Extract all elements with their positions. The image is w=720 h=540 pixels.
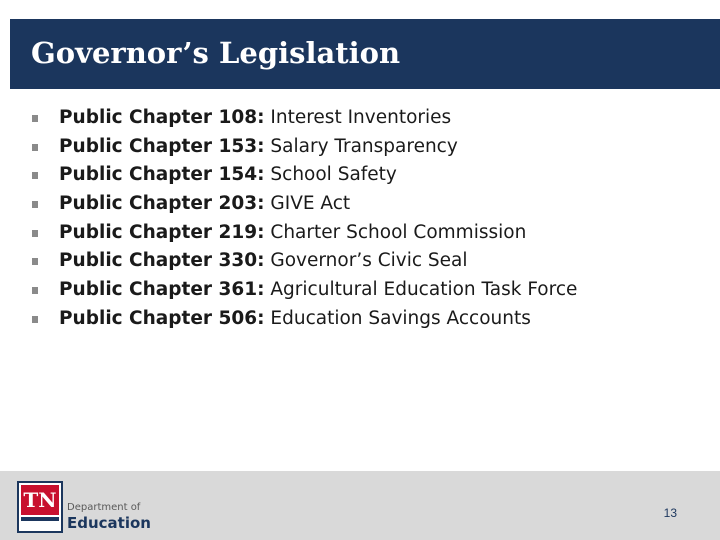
list-item-text: [59, 247, 468, 276]
list-item-text: [59, 133, 458, 162]
chapter-label: Public Chapter 506:: [59, 307, 265, 329]
square-bullet-icon: [32, 115, 38, 122]
list-item-text: [59, 219, 526, 248]
tn-logo-stripe: [21, 517, 59, 521]
chapter-label: Public Chapter 219:: [59, 221, 265, 243]
list-item-text: [59, 161, 397, 190]
list-item-text: [59, 305, 531, 334]
footer-band: [0, 471, 720, 540]
chapter-description: Governor’s Civic Seal: [270, 250, 468, 272]
chapter-description: School Safety: [270, 164, 397, 186]
square-bullet-icon: [32, 287, 38, 294]
chapter-description: Interest Inventories: [270, 107, 452, 128]
department-of-label: Department of: [67, 502, 141, 513]
list-item-text: [59, 190, 350, 219]
slide-title: Governor’s Legislation: [31, 36, 401, 70]
list-item-text: [59, 104, 451, 133]
square-bullet-icon: [32, 258, 38, 265]
square-bullet-icon: [32, 201, 38, 208]
list-item-text: [59, 276, 577, 305]
chapter-label: Public Chapter 108:: [59, 107, 265, 128]
chapter-label: Public Chapter 361:: [59, 279, 265, 301]
tn-logo-text: TN: [21, 485, 59, 515]
chapter-label: Public Chapter 330:: [59, 250, 265, 272]
chapter-description: Charter School Commission: [270, 221, 527, 243]
chapter-description: GIVE Act: [270, 193, 351, 215]
square-bullet-icon: [32, 172, 38, 179]
title-bar: [10, 19, 720, 89]
square-bullet-icon: [32, 316, 38, 323]
square-bullet-icon: [32, 144, 38, 151]
chapter-description: Agricultural Education Task Force: [270, 279, 578, 301]
chapter-description: Education Savings Accounts: [270, 307, 531, 329]
chapter-label: Public Chapter 154:: [59, 164, 265, 186]
tn-department-of-education-logo: [17, 481, 152, 533]
tn-logo-mark: [17, 481, 63, 533]
chapter-label: Public Chapter 203:: [59, 193, 265, 215]
education-label: Education: [67, 514, 151, 532]
chapter-label: Public Chapter 153:: [59, 135, 265, 157]
chapter-description: Salary Transparency: [270, 135, 458, 157]
page-number: 13: [663, 506, 677, 520]
square-bullet-icon: [32, 230, 38, 237]
